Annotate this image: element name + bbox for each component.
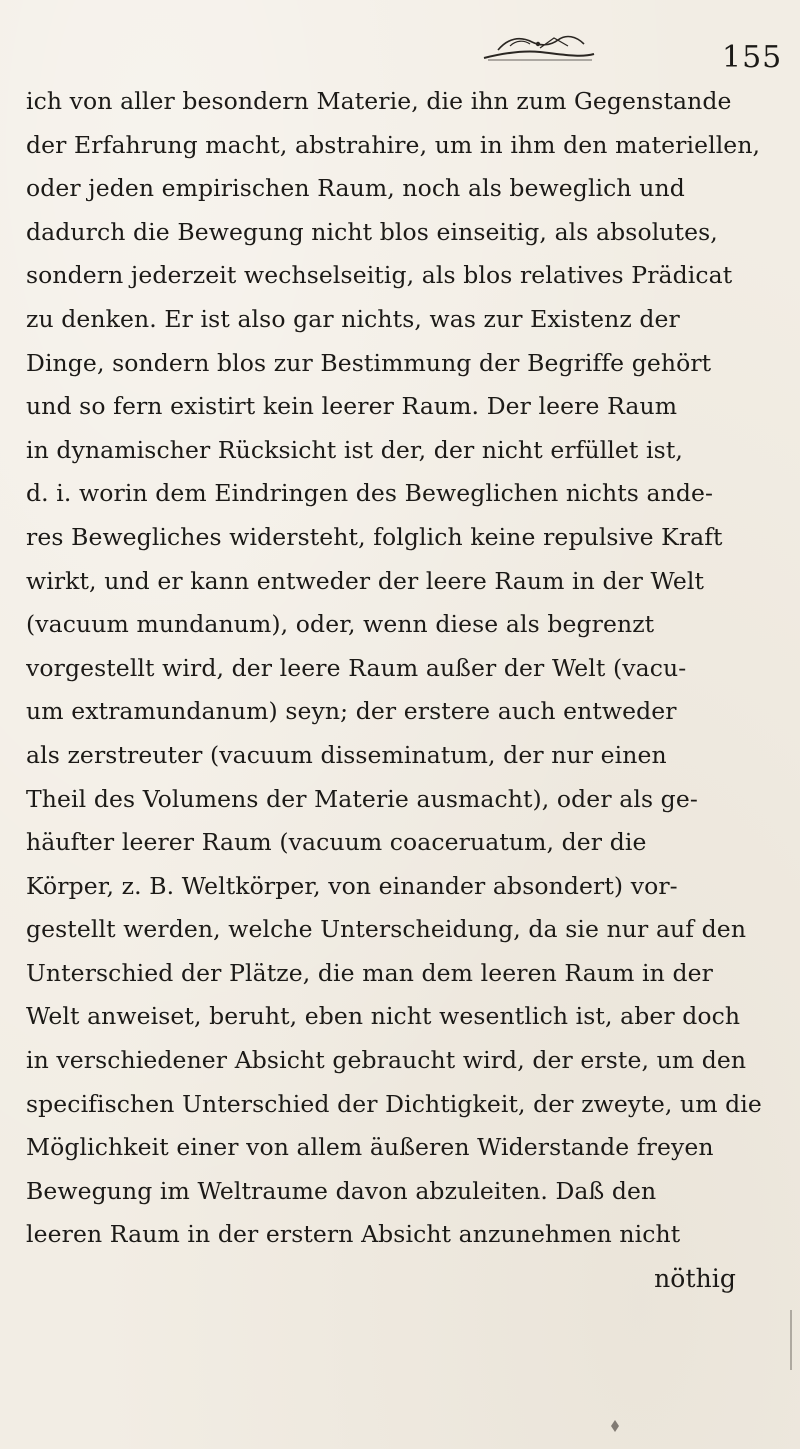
text-line: leeren Raum in der erstern Absicht anzunehmen nicht — [26, 1220, 681, 1249]
printer-mark-icon — [610, 1420, 620, 1432]
catchword: nöthig — [654, 1264, 736, 1294]
text-line: in dynamischer Rücksicht ist der, der nicht erfüllet ist, — [26, 435, 683, 464]
text-line: sondern jederzeit wechselseitig, als blos relatives Prädicat — [26, 261, 733, 290]
text-line: der Erfahrung macht, abstrahire, um in ihm den materiellen, — [26, 130, 761, 159]
text-line: häufter leerer Raum (vacuum coaceruatum, der die — [26, 828, 647, 857]
text-line: ich von aller besondern Materie, die ihn zum Gegenstande — [26, 87, 732, 115]
text-line: res Bewegliches widersteht, folglich keine repulsive Kraft — [26, 522, 723, 551]
text-line: um extramundanum) seyn; der erstere auch entweder — [26, 697, 677, 726]
body-text — [26, 80, 786, 1301]
text-line: Möglichkeit einer von allem äußeren Widerstande freyen — [26, 1133, 714, 1162]
text-line: dadurch die Bewegung nicht blos einseitig, als absolutes, — [26, 217, 718, 246]
text-line: vorgestellt wird, der leere Raum außer der Welt (vacu- — [26, 653, 687, 682]
text-line: d. i. worin dem Eindringen des Beweglichen nichts ande- — [26, 479, 714, 508]
text-line: Welt anweiset, beruht, eben nicht wesentlich ist, aber doch — [26, 1002, 741, 1031]
text-line: Unterschied der Plätze, die man dem leeren Raum in der — [26, 958, 713, 987]
text-line: zu denken. Er ist also gar nichts, was zur Existenz der — [26, 304, 680, 333]
page-number: 155 — [722, 40, 783, 75]
text-line: oder jeden empirischen Raum, noch als beweglich und — [26, 174, 685, 203]
text-line: (vacuum mundanum), oder, wenn diese als begrenzt — [26, 610, 655, 639]
page-edge-shadow — [790, 1310, 792, 1370]
text-line: Körper, z. B. Weltkörper, von einander absondert) vor- — [26, 871, 678, 900]
text-line: Bewegung im Weltraume davon abzuleiten. Daß den — [26, 1176, 657, 1205]
text-line: Theil des Volumens der Materie ausmacht), oder als ge- — [26, 784, 698, 813]
text-line: wirkt, und er kann entweder der leere Raum in der Welt — [26, 566, 705, 595]
text-line: und so fern existirt kein leerer Raum. Der leere Raum — [26, 392, 678, 421]
text-line: gestellt werden, welche Unterscheidung, da sie nur auf den — [26, 915, 747, 944]
text-line: als zerstreuter (vacuum disseminatum, der nur einen — [26, 740, 667, 769]
text-line: in verschiedener Absicht gebraucht wird, der erste, um den — [26, 1046, 747, 1075]
text-line: specifischen Unterschied der Dichtigkeit, der zweyte, um die — [26, 1089, 762, 1118]
decorative-ornament-icon — [480, 28, 598, 64]
text-line: Dinge, sondern blos zur Bestimmung der Begriffe gehört — [26, 348, 712, 377]
